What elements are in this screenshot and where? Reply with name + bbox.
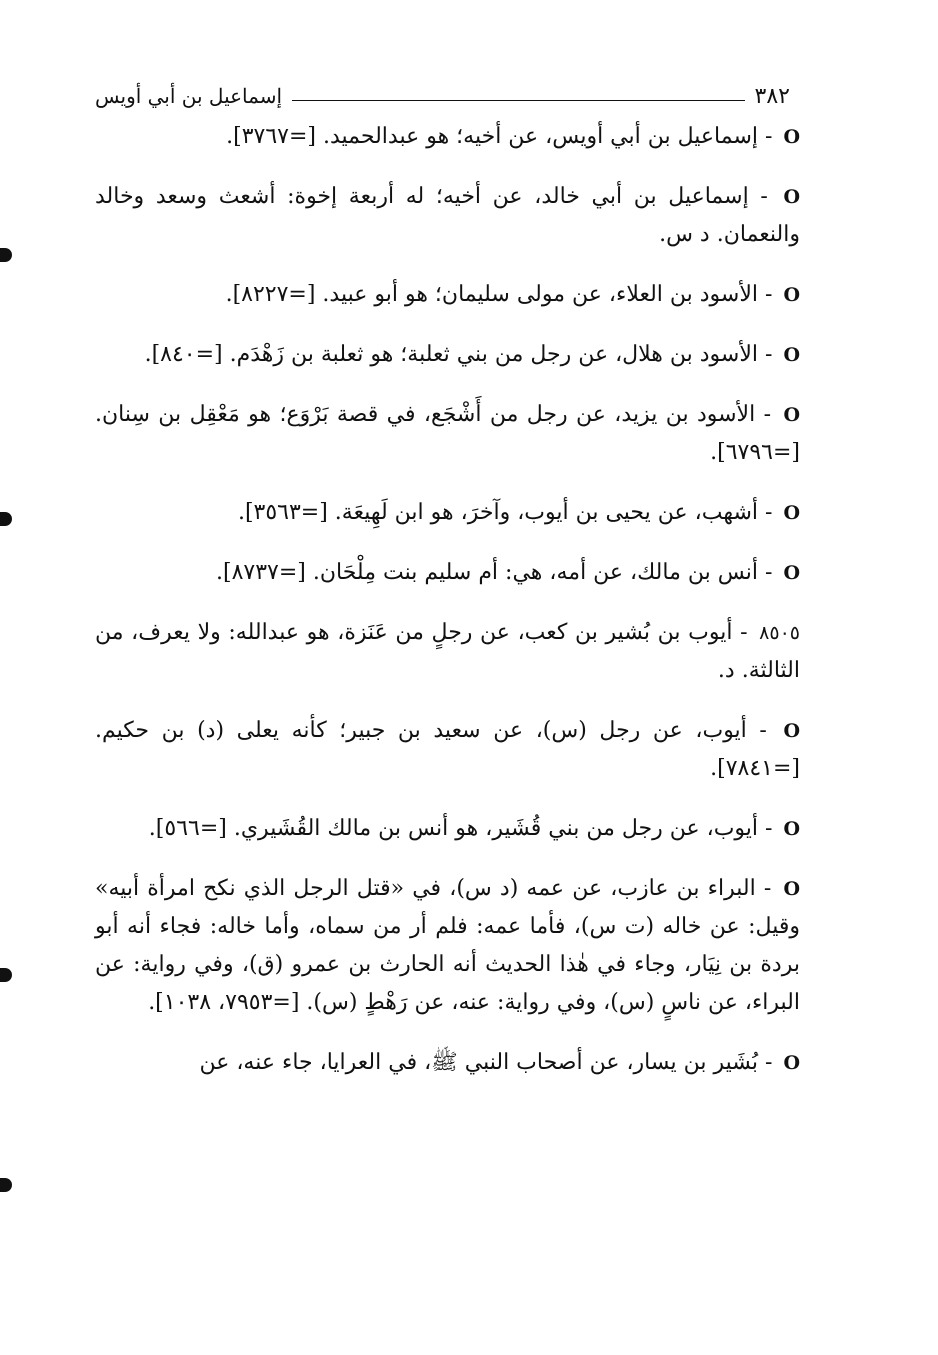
binding-mark: [0, 512, 12, 526]
entry-marker: O: [783, 186, 801, 208]
entry-text: - الأسود بن العلاء، عن مولى سليمان؛ هو أبو عبيد. [=٨٢٢٧].: [225, 282, 773, 307]
entry-marker: O: [783, 878, 800, 900]
entry: [95, 336, 800, 374]
entry: [95, 276, 800, 314]
entry-text: - بُشَير بن يسار، عن أصحاب النبي ﷺ، في العرايا، جاء عنه، عن: [199, 1050, 773, 1075]
entry-text: - البراء بن عازب، عن عمه (د س)، في «قتل الرجل الذي نكح امرأة أبيه» وقيل: عن خاله (ت س)، فأما عمه: فلم أر من سماه، وأما خاله: فجاء أنه أبو بردة بن نِيَار، وجاء في هٰذا الحديث أنه الحارث بن عمرو (ق)، وفي رواية: عن البراء، عن ناسٍ (س)، وفي رواية: عنه، عن رَهْطٍ (س). [=٧٩٥٣، ١٠٣٨].: [95, 876, 800, 1015]
entry: [95, 712, 800, 788]
entry-marker: O: [783, 284, 800, 306]
entry-marker: O: [783, 404, 800, 426]
entry: [95, 614, 800, 690]
entry: [95, 118, 800, 156]
entry-marker: O: [783, 502, 800, 524]
entry: [95, 554, 800, 592]
binding-mark: [0, 968, 12, 982]
entry-marker: O: [783, 562, 800, 584]
entry-marker: O: [783, 126, 800, 148]
entry-text: - أيوب، عن رجل من بني قُشَير، هو أنس بن مالك القُشَيري. [=٥٦٦].: [148, 816, 773, 841]
entry: [95, 178, 800, 254]
binding-mark: [0, 1178, 12, 1192]
entry-marker: O: [783, 344, 800, 366]
entry-marker: O: [783, 1052, 800, 1074]
running-title: إسماعيل بن أبي أويس: [95, 84, 283, 108]
entry-marker: O: [783, 818, 800, 840]
entry-text: - الأسود بن هلال، عن رجل من بني ثعلبة؛ هو ثعلبة بن زَهْدَم. [=٨٤٠].: [144, 342, 773, 367]
binding-mark: [0, 248, 12, 262]
entry-text: - إسماعيل بن أبي خالد، عن أخيه؛ له أربعة إخوة: أشعث وسعد وخالد والنعمان. د س.: [95, 184, 800, 247]
page-header: [95, 80, 790, 112]
entries-list: [95, 118, 800, 1102]
entry-text: - أيوب بن بُشير بن كعب، عن رجلٍ من عَنَزة، هو عبدالله: ولا يعرف، من الثالثة. د.: [95, 620, 800, 683]
entry: [95, 396, 800, 472]
page-number: ٣٨٢: [754, 83, 790, 109]
entry-text: - أشهب، عن يحيى بن أيوب، وآخرَ، هو ابن لَهِيعَة. [=٣٥٦٣].: [237, 500, 773, 525]
entry-text: - إسماعيل بن أبي أويس، عن أخيه؛ هو عبدالحميد. [=٣٧٦٧].: [226, 124, 773, 149]
entry-marker: O: [783, 720, 800, 742]
entry-text: - أنس بن مالك، عن أمه، هي: أم سليم بنت مِلْحَان. [=٨٧٣٧].: [216, 560, 773, 585]
entry: [95, 1044, 800, 1082]
entry-text: - الأسود بن يزيد، عن رجل من أَشْجَع، في قصة بَرْوَع؛ هو مَعْقِل بن سِنان. [=٦٧٩٦].: [95, 402, 800, 465]
entry: [95, 494, 800, 532]
header-rule: [292, 100, 745, 101]
entry: [95, 870, 800, 1022]
entry-text: - أيوب، عن رجل (س)، عن سعيد بن جبير؛ كأنه يعلى (د) بن حكيم. [=٧٨٤١].: [95, 718, 800, 781]
entry-number: ٨٥٠٥: [759, 622, 800, 644]
entry: [95, 810, 800, 848]
